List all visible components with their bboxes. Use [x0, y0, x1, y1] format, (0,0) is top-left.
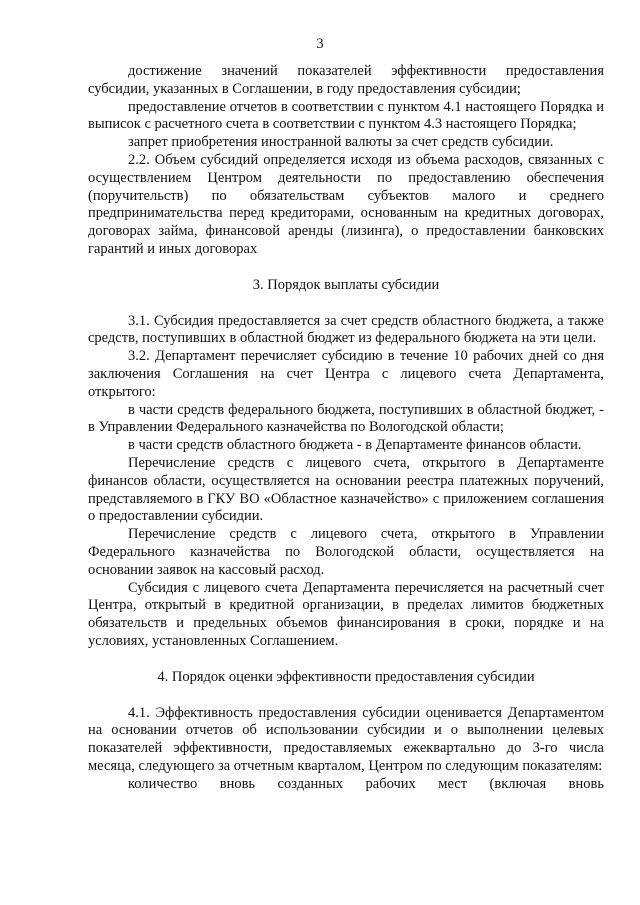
paragraph-transfer-finance-dept: Перечисление средств с лицевого счета, открытого в Департаменте финансов области, осуществляется на основании реестра платежных поручений, представляемого в ГКУ ВО «Областное казначейство» с приложением соглашения о предоставлении субсидии. [88, 454, 604, 525]
paragraph-reports-submission: предоставление отчетов в соответствии с пунктом 4.1 настоящего Порядка и выписок с расчетного счета в соответствии с пунктом 4.3 настоящего Порядка; [88, 98, 604, 133]
paragraph-federal-budget: в части средств федерального бюджета, поступивших в областной бюджет, - в Управлении Федерального казначейства по Вологодской области; [88, 401, 604, 436]
paragraph-4-1: 4.1. Эффективность предоставления субсидии оценивается Департаментом на основании отчетов об использовании субсидии и о выполнении целевых показателей эффективности, предоставляемых ежеквартально до 3-го числа месяца, следующего за отчетным кварталом, Центром по следующим показателям: [88, 704, 604, 774]
section-3-heading: 3. Порядок выплаты субсидии [252, 276, 440, 293]
paragraph-transfer-treasury: Перечисление средств с лицевого счета, открытого в Управлении Федерального казначейства по Вологодской области, осуществляется на основании заявок на кассовый расход. [88, 526, 604, 578]
paragraph-currency-ban: запрет приобретения иностранной валюты за счет средств субсидии. [128, 134, 554, 151]
document-body [88, 63, 604, 793]
spacer [88, 295, 604, 313]
paragraph-subsidy-account: Субсидия с лицевого счета Департамента перечисляется на расчетный счет Центра, открытый в кредитной организации, в пределах лимитов бюджетных обязательств и предельных объемов финансирования в сроки, порядке и на условиях, установленных Соглашением. [88, 579, 604, 649]
paragraph-jobs-count: количество вновь созданных рабочих мест (включая вновь [128, 775, 604, 792]
paragraph-3-2: 3.2. Департамент перечисляет субсидию в течение 10 рабочих дней со дня заключения Соглашения на счет Центра с лицевого счета Департамента, открытого: [88, 348, 604, 400]
paragraph-2-2: 2.2. Объем субсидий определяется исходя из объема расходов, связанных с осуществлением Центром деятельности по предоставлению обеспечения (поручительств) по обязательствам субъектов малого и среднего предпринимательства перед кредиторами, основанным на кредитных договорах, договорах займа, финансовой аренды (лизинга), о предоставлении банковских гарантий и иных договорах [88, 151, 604, 257]
spacer [88, 651, 604, 669]
page-number: 3 [316, 36, 324, 52]
section-4-heading: 4. Порядок оценки эффективности предоставления субсидии [157, 668, 535, 685]
paragraph-regional-budget: в части средств областного бюджета - в Департаменте финансов области. [128, 437, 582, 454]
spacer [88, 687, 604, 705]
paragraph-3-1: 3.1. Субсидия предоставляется за счет средств областного бюджета, а также средств, поступивших в областной бюджет из федерального бюджета на эти цели. [88, 312, 604, 347]
paragraph-indicator-achievement: достижение значений показателей эффективности предоставления субсидии, указанных в Соглашении, в году предоставления субсидии; [88, 63, 604, 97]
spacer [88, 259, 604, 277]
